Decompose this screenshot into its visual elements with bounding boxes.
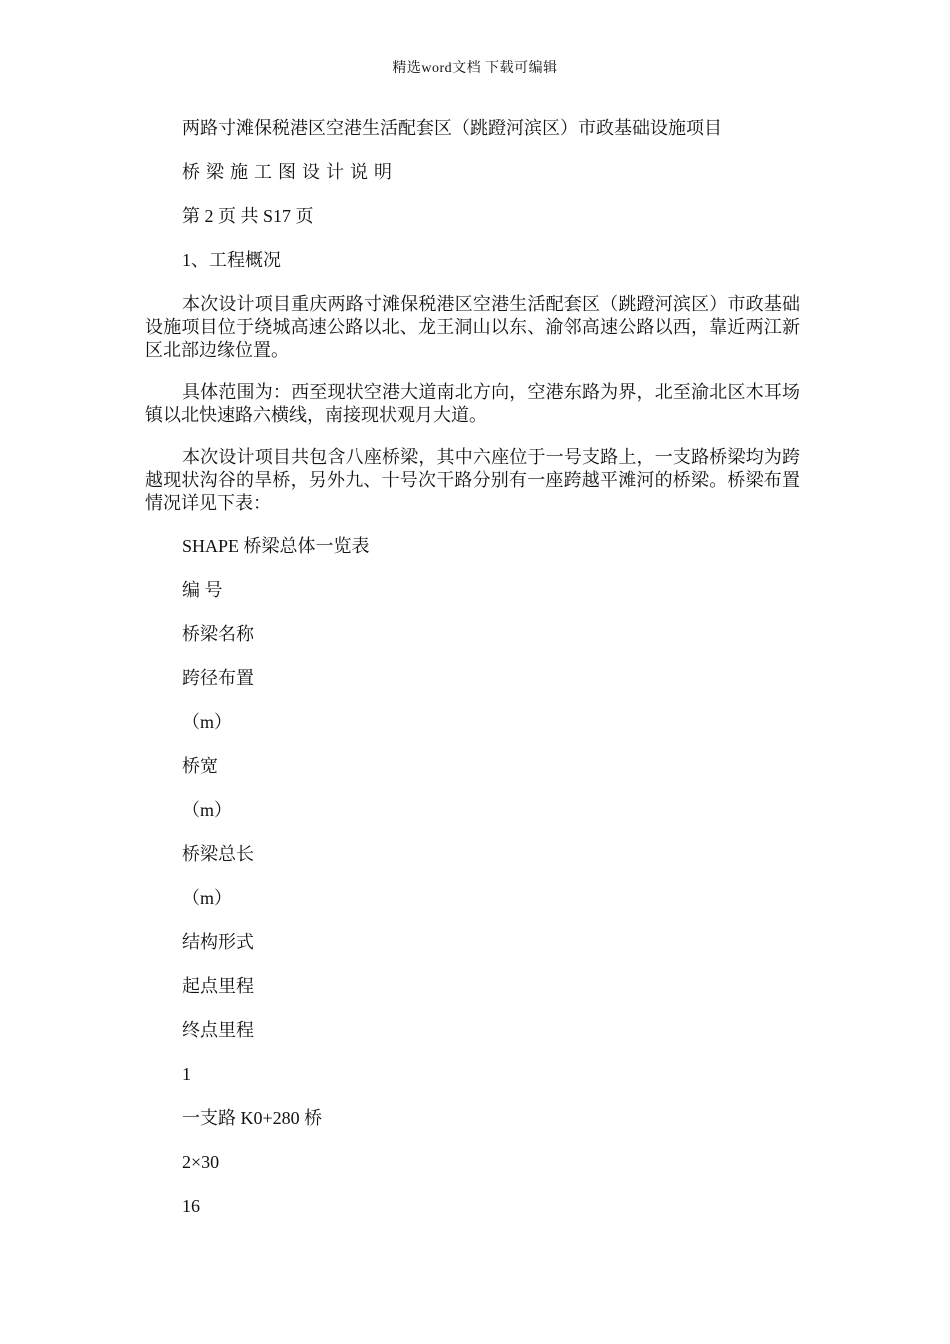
table-header-number: 编 号 bbox=[182, 580, 223, 600]
project-title: 两路寸滩保税港区空港生活配套区（跳蹬河滨区）市政基础设施项目 bbox=[182, 118, 722, 138]
table-caption: SHAPE 桥梁总体一览表 bbox=[182, 536, 370, 556]
table-header-start-station: 起点里程 bbox=[182, 976, 254, 996]
document-title: 桥梁施工图设计说明 bbox=[182, 162, 398, 182]
section-heading: 1、工程概况 bbox=[182, 250, 281, 270]
page-info: 第 2 页 共 S17 页 bbox=[182, 206, 314, 226]
table-header-unit: （m） bbox=[182, 800, 233, 820]
table-cell-number: 1 bbox=[182, 1064, 191, 1084]
table-header-structure: 结构形式 bbox=[182, 932, 254, 952]
overview-paragraph-bridges: 本次设计项目共包含八座桥梁，其中六座位于一号支路上，一支路桥梁均为跨越现状沟谷的旱桥，另外九、十号次干路分别有一座跨越平滩河的桥梁。桥梁布置情况详见下表： bbox=[145, 447, 800, 513]
table-header-span: 跨径布置 bbox=[182, 668, 254, 688]
table-cell-bridge-name: 一支路 K0+280 桥 bbox=[182, 1108, 323, 1128]
table-header-unit: （m） bbox=[182, 888, 233, 908]
overview-paragraph-scope: 具体范围为：西至现状空港大道南北方向，空港东路为界，北至渝北区木耳场镇以北快速路六横线，南接现状观月大道。 bbox=[145, 382, 800, 425]
page-header: 精选word文档 下载可编辑 bbox=[392, 61, 558, 76]
overview-paragraph-location: 本次设计项目重庆两路寸滩保税港区空港生活配套区（跳蹬河滨区）市政基础设施项目位于绕城高速公路以北、龙王洞山以东、渝邻高速公路以西，靠近两江新区北部边缘位置。 bbox=[145, 294, 800, 360]
table-header-total-length: 桥梁总长 bbox=[182, 844, 254, 864]
table-cell-span: 2×30 bbox=[182, 1152, 220, 1172]
table-header-bridge-name: 桥梁名称 bbox=[182, 624, 254, 644]
table-header-unit: （m） bbox=[182, 712, 233, 732]
table-cell-width: 16 bbox=[182, 1196, 200, 1216]
table-header-end-station: 终点里程 bbox=[182, 1020, 254, 1040]
table-header-bridge-width: 桥宽 bbox=[182, 756, 218, 776]
